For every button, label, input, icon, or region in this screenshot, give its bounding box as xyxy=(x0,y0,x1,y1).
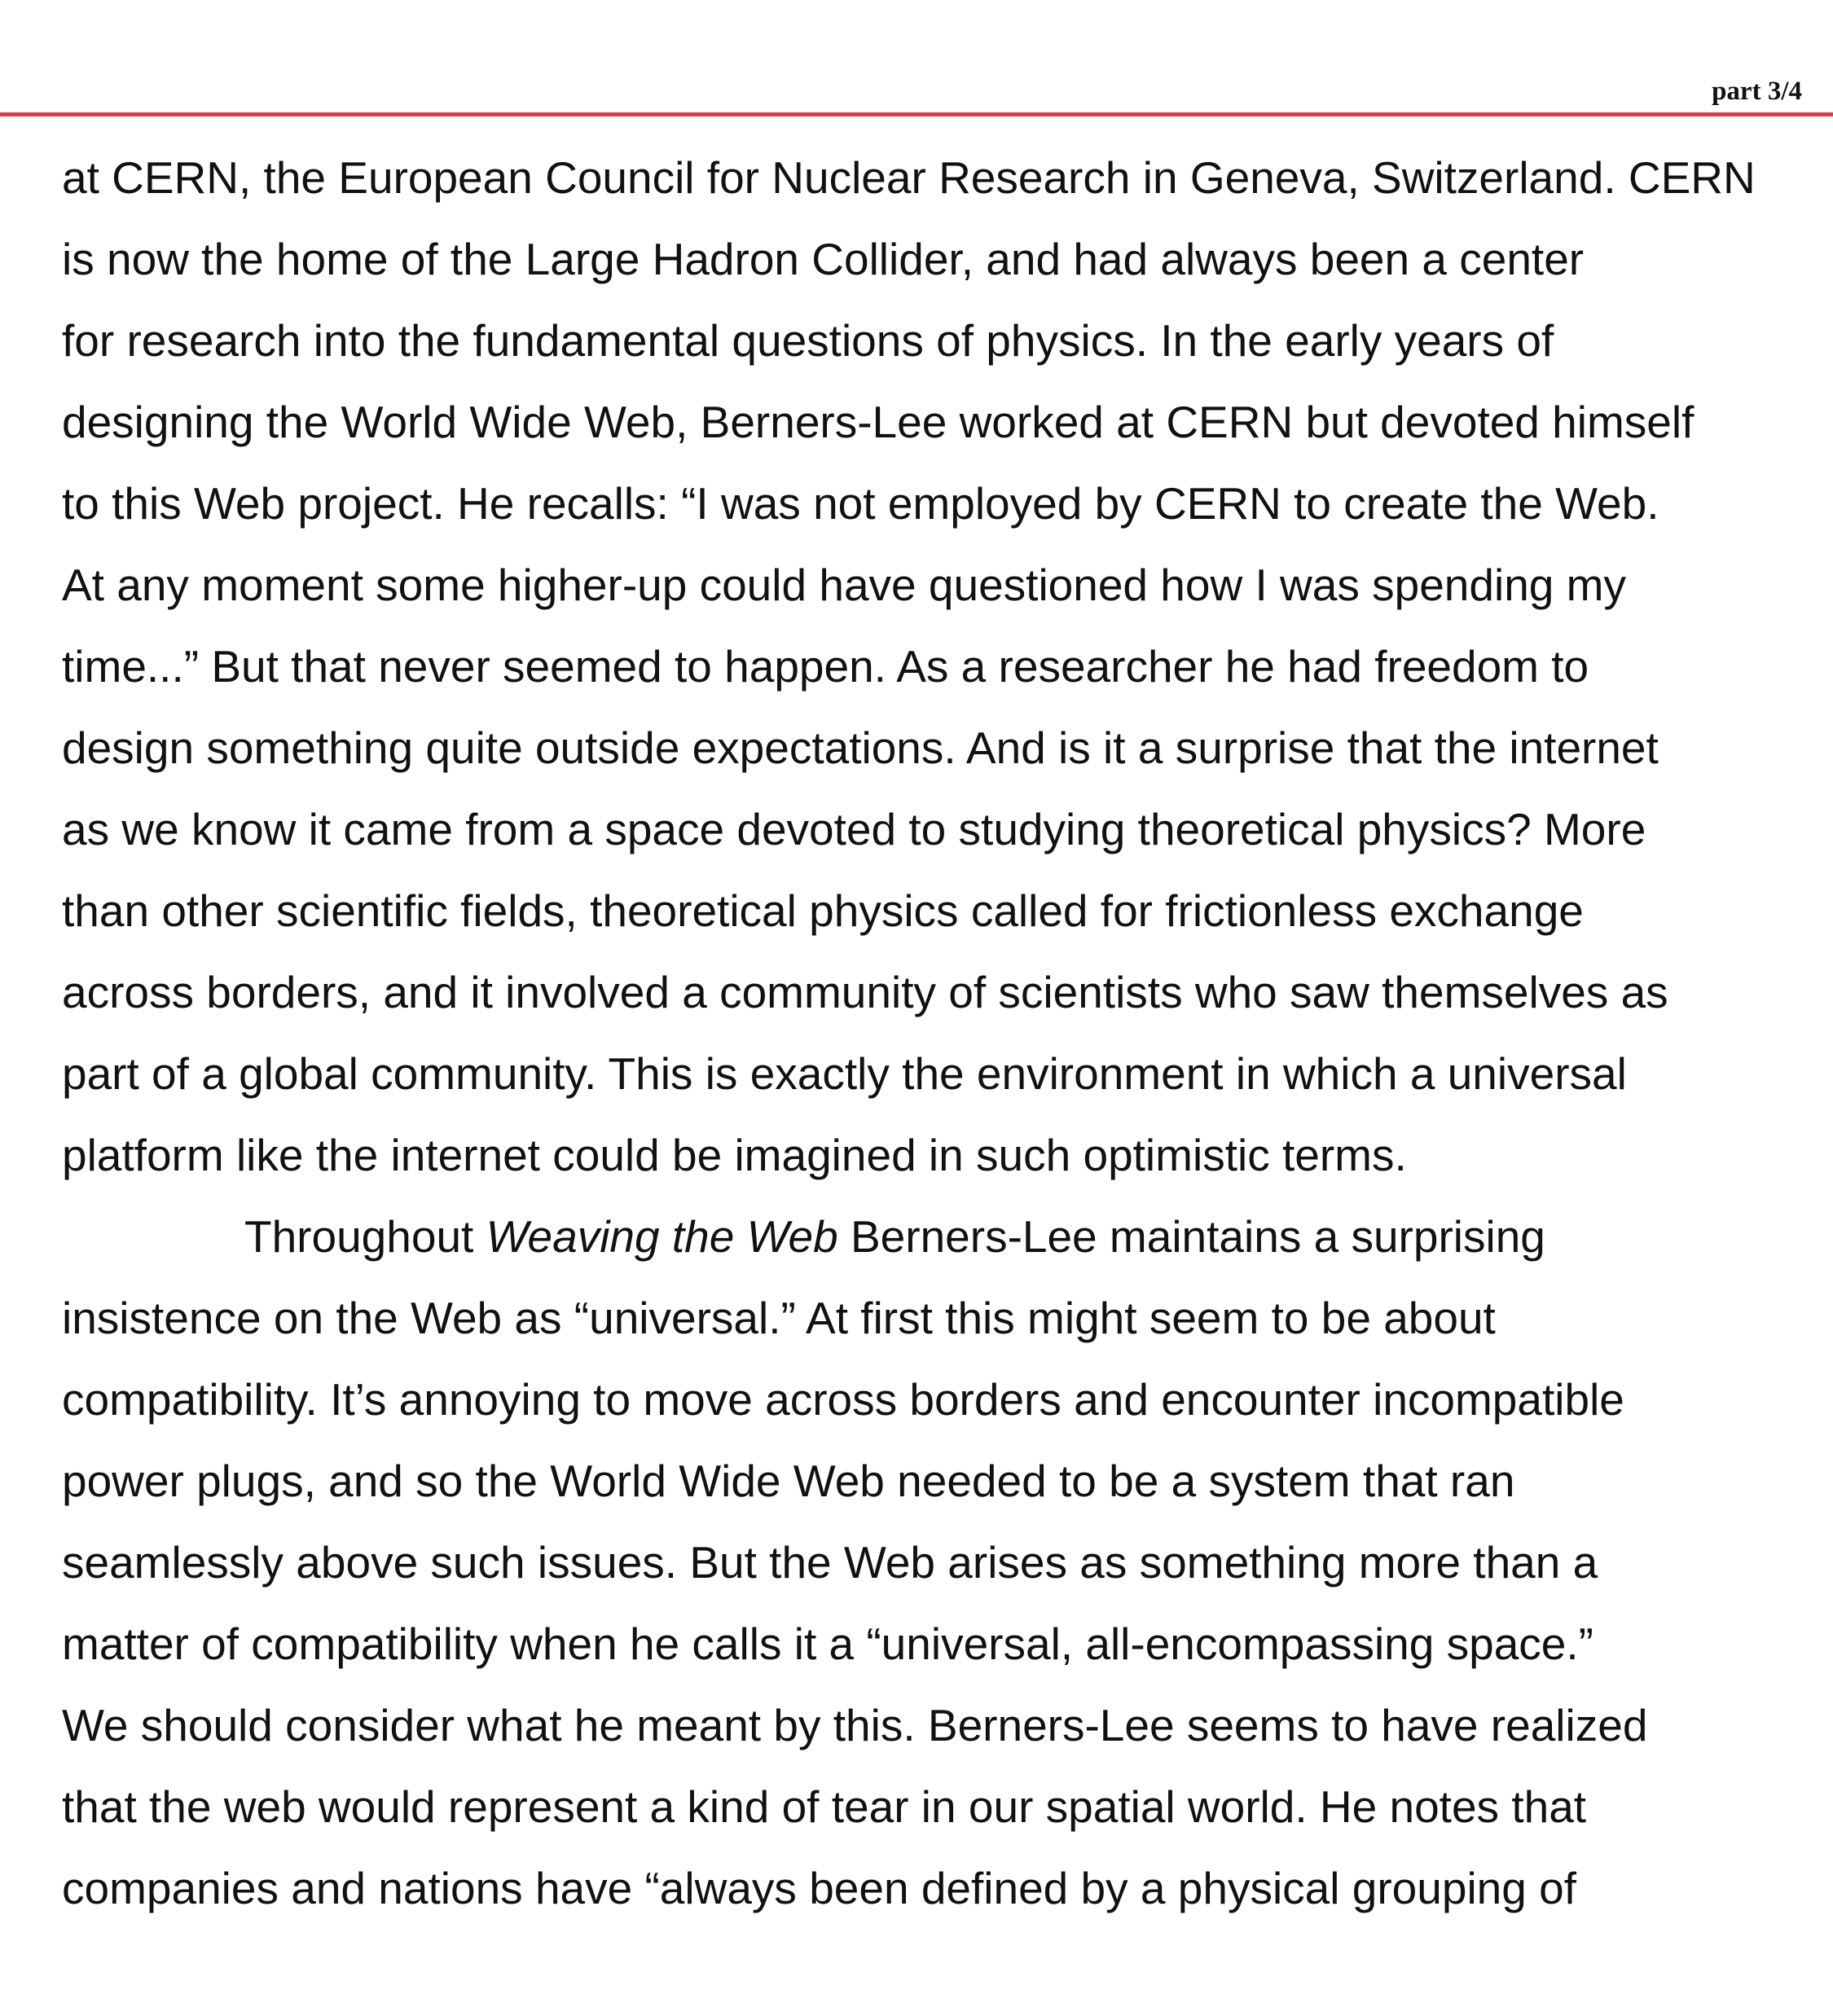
body-text xyxy=(62,137,1805,1929)
book-title: Weaving the Web xyxy=(486,1211,838,1262)
text-line: time...” But that never seemed to happen. As a researcher he had freedom to xyxy=(62,641,1589,692)
text-line: matter of compatibility when he calls it a “universal, all-encompassing space.” xyxy=(62,1619,1593,1669)
text-line: at CERN, the European Council for Nuclear Research in Geneva, Switzerland. CERN xyxy=(62,152,1756,203)
text-line: for research into the fundamental questions of physics. In the early years of xyxy=(62,315,1554,366)
text-line: seamlessly above such issues. But the Web arises as something more than a xyxy=(62,1537,1598,1588)
text-line: compatibility. It’s annoying to move across borders and encounter incompatible xyxy=(62,1374,1624,1425)
text-line-indented xyxy=(62,1196,1805,1277)
text-line: We should consider what he meant by this. Berners-Lee seems to have realized xyxy=(62,1700,1648,1750)
text-line: is now the home of the Large Hadron Collider, and had always been a center xyxy=(62,234,1585,284)
text-line: companies and nations have “always been defined by a physical grouping of xyxy=(62,1863,1576,1913)
text-line: designing the World Wide Web, Berners-Lee worked at CERN but devoted himself xyxy=(62,397,1695,447)
paragraph-1 xyxy=(62,137,1805,1196)
text-line: design something quite outside expectations. And is it a surprise that the internet xyxy=(62,723,1659,773)
text-line: At any moment some higher-up could have questioned how I was spending my xyxy=(62,560,1626,610)
header-divider xyxy=(0,112,1833,116)
text-segment: Berners-Lee maintains a surprising xyxy=(837,1211,1545,1262)
page-number-label: part 3/4 xyxy=(1712,77,1802,106)
text-line: that the web would represent a kind of tear in our spatial world. He notes that xyxy=(62,1781,1587,1832)
text-line: part of a global community. This is exactly the environment in which a universal xyxy=(62,1048,1627,1099)
text-line: across borders, and it involved a community of scientists who saw themselves as xyxy=(62,967,1668,1017)
text-line: to this Web project. He recalls: “I was not employed by CERN to create the Web. xyxy=(62,478,1659,529)
text-line: platform like the internet could be imagined in such optimistic terms. xyxy=(62,1130,1407,1180)
text-line: as we know it came from a space devoted to studying theoretical physics? More xyxy=(62,804,1646,854)
text-line: insistence on the Web as “universal.” At first this might seem to be about xyxy=(62,1293,1496,1343)
text-segment: Throughout xyxy=(244,1211,486,1262)
text-line: than other scientific fields, theoretical physics called for frictionless exchange xyxy=(62,885,1584,936)
text-line: power plugs, and so the World Wide Web needed to be a system that ran xyxy=(62,1456,1515,1506)
paragraph-2 xyxy=(62,1196,1805,1929)
